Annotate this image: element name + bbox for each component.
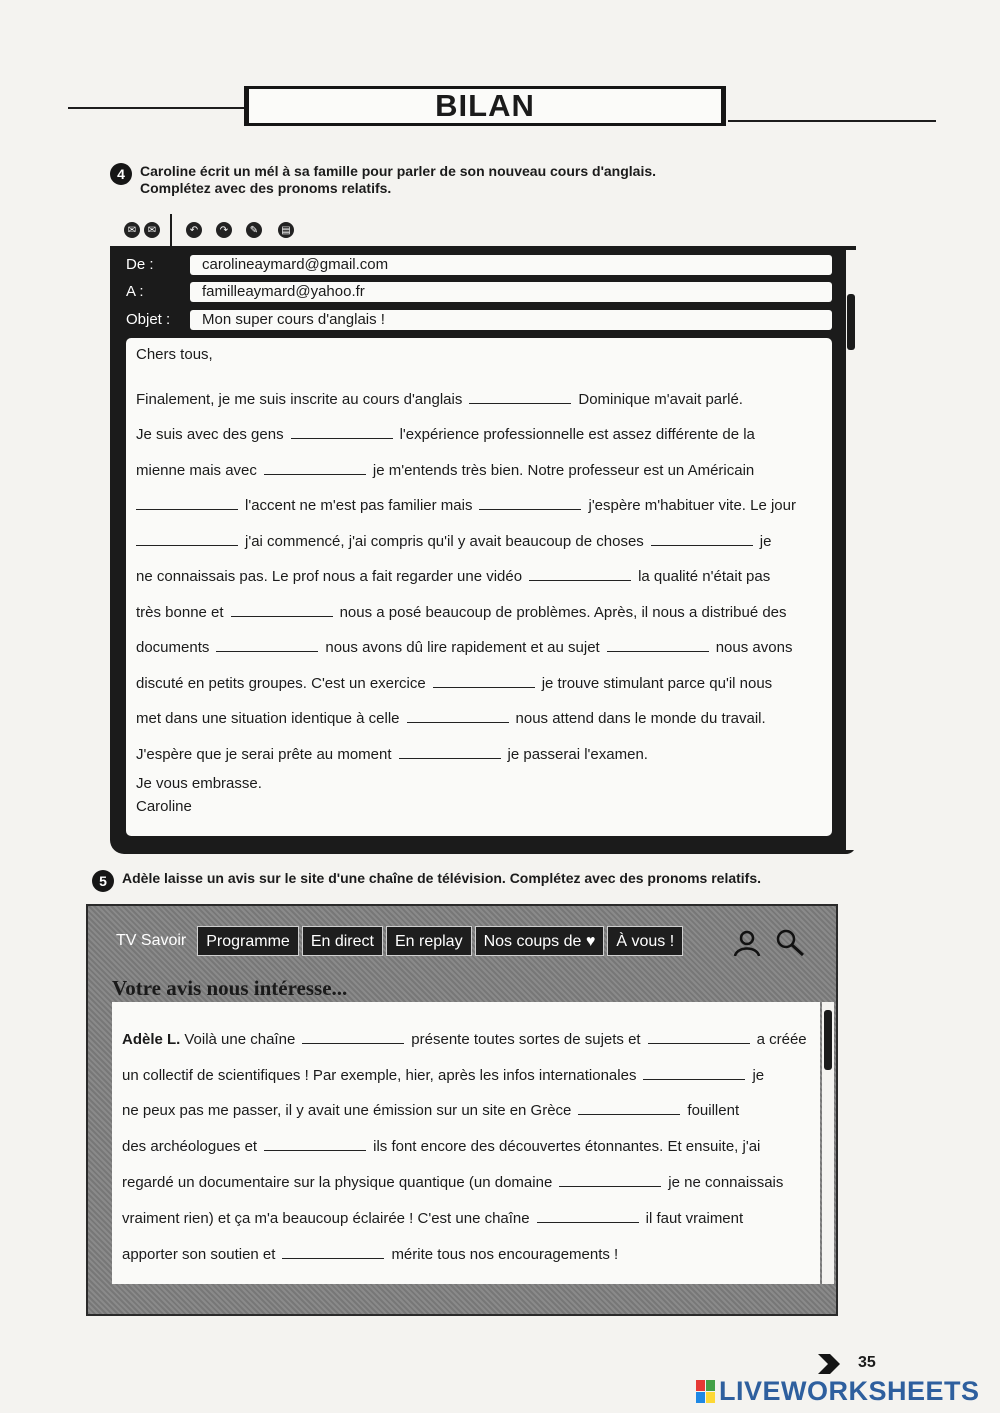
email-line — [136, 727, 822, 763]
answer-blank[interactable] — [469, 402, 571, 404]
review-line — [122, 1012, 810, 1048]
review-line — [122, 1191, 810, 1227]
tv-brand[interactable]: TV Savoir — [116, 932, 187, 949]
print-icon[interactable]: ▤ — [278, 222, 294, 238]
envelope-icon[interactable]: ✉ — [144, 222, 160, 238]
reply-icon[interactable]: ↶ — [186, 222, 202, 238]
subject-row — [110, 309, 856, 333]
answer-blank[interactable] — [136, 508, 238, 510]
text-segment: un collectif de scientifiques ! Par exemple, hier, après les infos internationales — [122, 1066, 637, 1084]
text-segment: Voilà une chaîne — [184, 1030, 296, 1048]
text-segment: nous avons dû lire rapidement et au sujet — [325, 639, 600, 656]
text-segment: je ne connaissais — [668, 1173, 784, 1191]
text-segment: mienne mais avec — [136, 461, 257, 479]
email-line — [136, 372, 822, 408]
text-segment: nous attend dans le monde du travail. — [515, 710, 766, 727]
to-row — [110, 281, 856, 305]
instruction-line-1: Caroline écrit un mél à sa famille pour parler de son nouveau cours d'anglais. — [140, 163, 657, 179]
answer-blank[interactable] — [407, 721, 509, 723]
from-row — [110, 254, 856, 278]
email-body — [126, 338, 832, 836]
review-scrollbar[interactable] — [822, 1002, 834, 1284]
exercise-5-number: 5 — [92, 870, 114, 892]
brand-name: LIVEWORKSHEETS — [719, 1376, 980, 1406]
text-segment: il faut vraiment — [645, 1209, 744, 1227]
review-line — [122, 1119, 810, 1155]
answer-blank[interactable] — [648, 1042, 750, 1044]
text-segment: je passerai l'examen. — [507, 745, 648, 763]
review-line — [122, 1155, 810, 1191]
answer-blank[interactable] — [216, 650, 318, 652]
email-toolbar — [110, 214, 856, 248]
text-segment: ne peux pas me passer, il y avait une émission sur un site en Grèce — [122, 1102, 572, 1120]
text-segment: Finalement, je me suis inscrite au cours d'anglais — [136, 390, 463, 408]
text-segment: l'accent ne m'est pas familier mais — [245, 497, 473, 514]
page-title-box — [244, 86, 726, 126]
answer-blank[interactable] — [607, 650, 709, 652]
text-segment: nous a posé beaucoup de problèmes. Après, il nous a distribué des — [339, 603, 787, 621]
edit-icon[interactable]: ✎ — [246, 222, 262, 238]
tv-nav-bar — [110, 926, 683, 956]
answer-blank[interactable] — [433, 686, 535, 688]
email-line — [136, 443, 822, 479]
nav-tab-coups-de-coeur[interactable]: Nos coups de ♥ — [475, 926, 605, 956]
text-segment: a créée — [756, 1030, 807, 1048]
envelope-icon[interactable]: ✉ — [124, 222, 140, 238]
text-segment: met dans une situation identique à celle — [136, 710, 400, 727]
subject-field[interactable]: Mon super cours d'anglais ! — [190, 310, 832, 330]
instruction-line-2: Complétez avec des pronoms relatifs. — [140, 180, 392, 196]
text-segment: Je suis avec des gens — [136, 426, 284, 443]
page-title: BILAN — [435, 88, 535, 123]
answer-blank[interactable] — [282, 1257, 384, 1259]
text-segment: ne connaissais pas. Le prof nous a fait regarder une vidéo — [136, 568, 523, 585]
toolbar-separator — [170, 214, 172, 246]
text-segment: documents — [136, 639, 210, 656]
email-closing: Je vous embrasse. — [136, 774, 262, 792]
email-line — [136, 621, 822, 657]
exercise-4-instruction — [140, 163, 656, 197]
header-rule-right — [728, 120, 936, 122]
nav-tab-programme[interactable]: Programme — [197, 926, 299, 956]
to-field[interactable]: familleaymard@yahoo.fr — [190, 282, 832, 302]
exercise-5-instruction: Adèle laisse un avis sur le site d'une chaîne de télévision. Complétez avec des pronoms relatifs. — [122, 870, 762, 886]
text-segment: j'ai commencé, j'ai compris qu'il y avait beaucoup de choses — [245, 532, 644, 550]
text-segment: ils font encore des découvertes étonnantes. Et ensuite, j'ai — [373, 1138, 761, 1156]
text-segment: très bonne et — [136, 603, 224, 621]
answer-blank[interactable] — [529, 579, 631, 581]
liveworksheets-brand[interactable] — [696, 1376, 980, 1407]
text-segment: fouillent — [687, 1102, 740, 1120]
nav-tab-replay[interactable]: En replay — [386, 926, 472, 956]
liveworksheets-logo — [696, 1380, 715, 1403]
answer-blank[interactable] — [578, 1113, 680, 1115]
text-segment: discuté en petits groupes. C'est un exercice — [136, 674, 426, 692]
user-icon[interactable] — [732, 928, 762, 958]
nav-tab-a-vous[interactable]: À vous ! — [607, 926, 683, 956]
text-segment: je trouve stimulant parce qu'il nous — [541, 674, 773, 692]
subject-label: Objet : — [126, 311, 171, 328]
email-window — [110, 214, 856, 854]
text-segment: vraiment rien) et ça m'a beaucoup éclairée ! C'est une chaîne — [122, 1209, 530, 1227]
email-scrollbar[interactable] — [846, 250, 856, 850]
scrollbar-thumb[interactable] — [824, 1010, 832, 1070]
answer-blank[interactable] — [643, 1078, 745, 1080]
email-line — [136, 656, 822, 692]
text-segment: nous avons — [715, 639, 793, 656]
answer-blank[interactable] — [559, 1185, 661, 1187]
text-segment: la qualité n'était pas — [638, 568, 771, 585]
text-segment: des archéologues et — [122, 1138, 258, 1156]
search-icon[interactable] — [774, 928, 806, 958]
review-line — [122, 1227, 810, 1263]
next-arrow-icon[interactable] — [816, 1351, 842, 1377]
answer-blank[interactable] — [264, 1149, 366, 1151]
answer-blank[interactable] — [479, 508, 581, 510]
answer-blank[interactable] — [651, 544, 753, 546]
email-line — [136, 408, 822, 444]
answer-blank[interactable] — [537, 1221, 639, 1223]
review-author: Adèle L. — [122, 1030, 181, 1048]
answer-blank[interactable] — [264, 473, 366, 475]
exercise-4-heading — [110, 163, 770, 197]
from-label: De : — [126, 256, 154, 273]
from-field[interactable]: carolineaymard@gmail.com — [190, 255, 832, 275]
email-line — [136, 514, 822, 550]
page-number: 35 — [858, 1354, 876, 1371]
exercise-5-heading — [92, 870, 852, 892]
text-segment: présente toutes sortes de sujets et — [411, 1030, 641, 1048]
text-segment: je — [759, 532, 772, 550]
answer-blank[interactable] — [136, 544, 238, 546]
answer-blank[interactable] — [302, 1042, 404, 1044]
forward-icon[interactable]: ↷ — [216, 222, 232, 238]
answer-blank[interactable] — [231, 615, 333, 617]
answer-blank[interactable] — [291, 437, 393, 439]
to-label: A : — [126, 283, 144, 300]
review-line — [122, 1048, 810, 1084]
email-greeting: Chers tous, — [136, 346, 213, 363]
email-line — [136, 692, 822, 728]
text-segment: je m'entends très bien. Notre professeur est un Américain — [372, 461, 755, 479]
answer-blank[interactable] — [399, 757, 501, 759]
header-rule-left — [68, 107, 246, 109]
exercise-4-number: 4 — [110, 163, 132, 185]
tv-icon-group — [732, 928, 806, 958]
nav-tab-direct[interactable]: En direct — [302, 926, 383, 956]
tv-section-heading: Votre avis nous intéresse... — [112, 976, 348, 1000]
text-segment: apporter son soutien et — [122, 1245, 276, 1263]
text-segment: mérite tous nos encouragements ! — [391, 1245, 619, 1263]
email-line — [136, 479, 822, 515]
scrollbar-thumb[interactable] — [847, 294, 855, 350]
email-line — [136, 550, 822, 586]
text-segment: je — [752, 1066, 765, 1084]
review-body — [112, 1002, 820, 1284]
review-line — [122, 1084, 810, 1120]
text-segment: j'espère m'habituer vite. Le jour — [588, 497, 796, 514]
email-signature: Caroline — [136, 797, 192, 815]
text-segment: l'expérience professionnelle est assez différente de la — [399, 426, 755, 443]
text-segment: Dominique m'avait parlé. — [578, 390, 743, 408]
email-line — [136, 585, 822, 621]
text-segment: regardé un documentaire sur la physique quantique (un domaine — [122, 1173, 553, 1191]
text-segment: J'espère que je serai prête au moment — [136, 745, 392, 763]
tv-site-window — [86, 904, 838, 1316]
